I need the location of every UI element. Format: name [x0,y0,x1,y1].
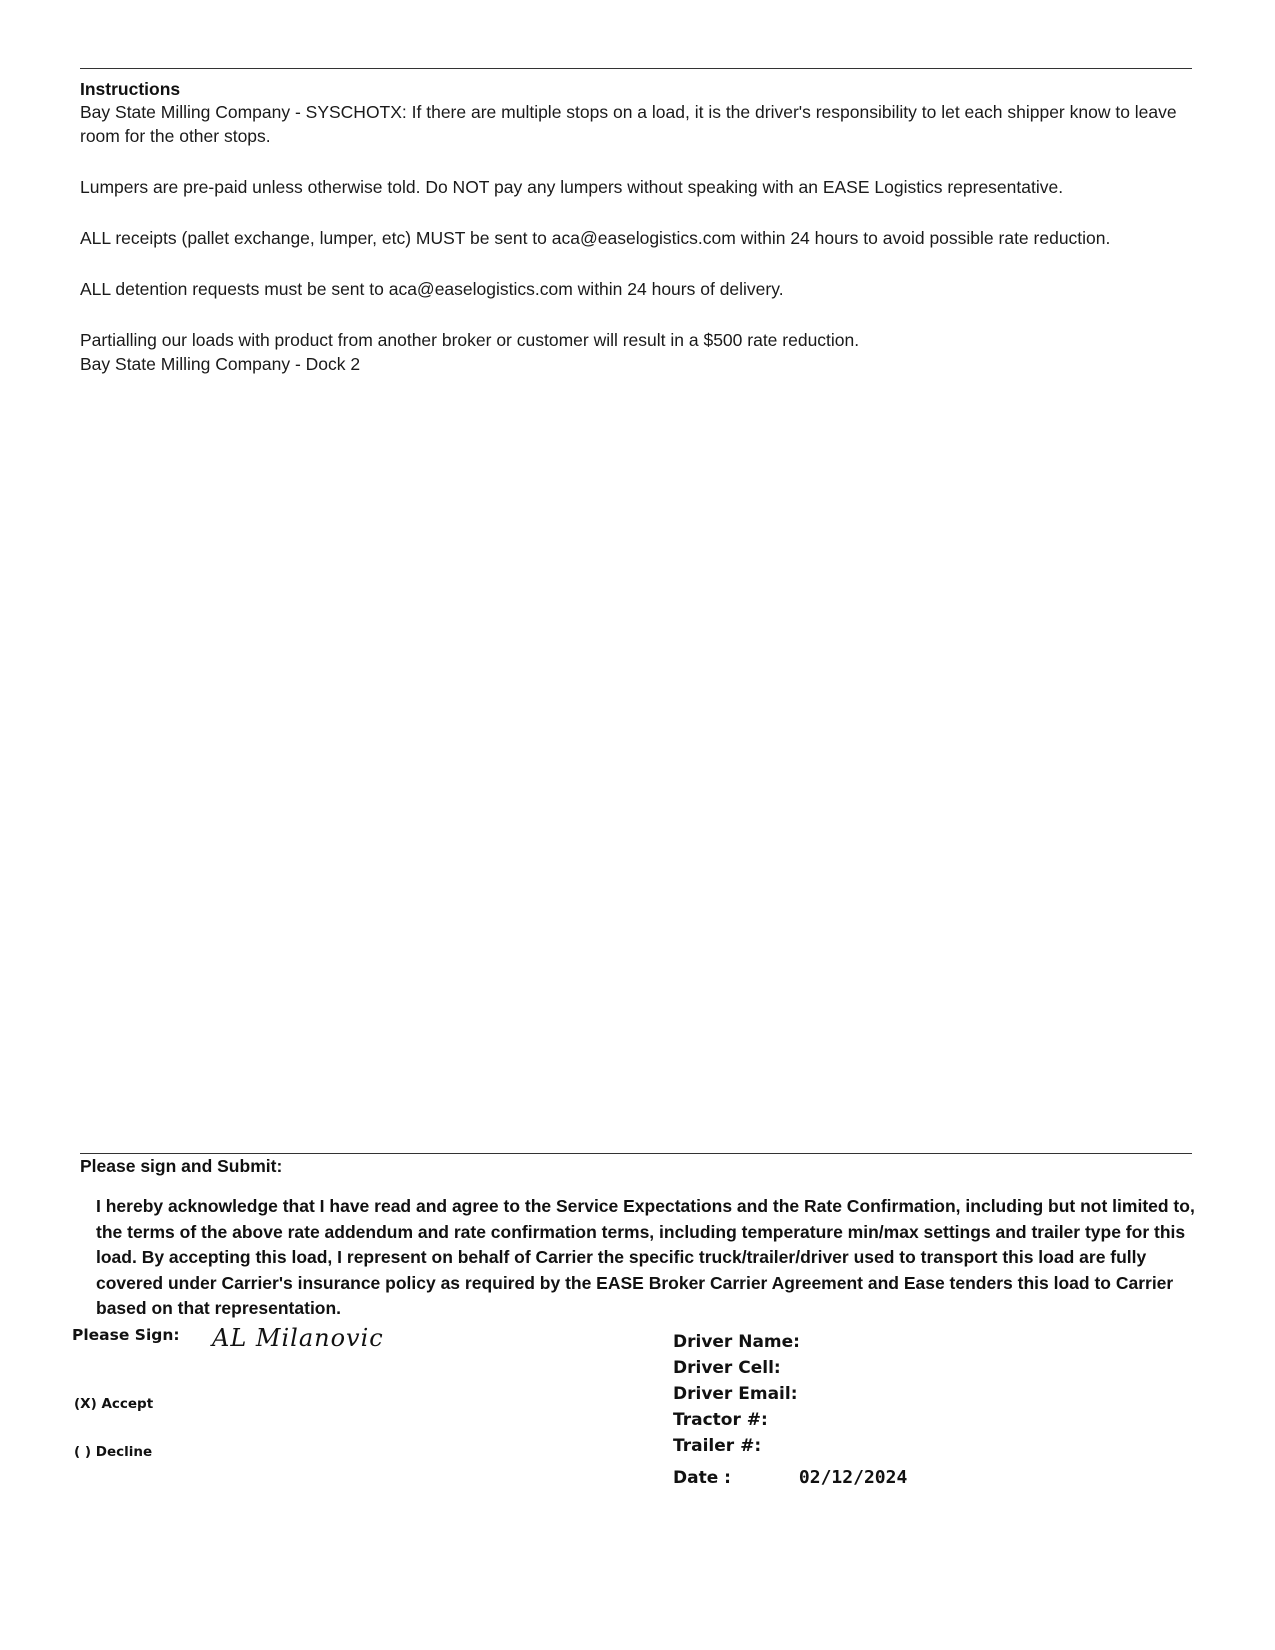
signature-block [72,1326,632,1476]
accept-option[interactable]: (X) Accept [74,1396,154,1412]
driver-cell-row [673,1355,1193,1381]
please-sign-label: Please Sign: [72,1326,180,1344]
instruction-receipts: ALL receipts (pallet exchange, lumper, etc) MUST be sent to aca@easelogistics.com within 24 hours to avoid possible rate reduction. [80,228,1111,248]
instruction-dock: Bay State Milling Company - Dock 2 [80,354,361,374]
date-row [673,1465,1193,1491]
acknowledgement-text: I hereby acknowledge that I have read and agree to the Service Expectations and the Rate Confirmation, including but not limited to, the terms of the above rate addendum and rate confirmation terms, including temperature min/max settings and trailer type for this load. By accepting this load, I represent on behalf of Carrier the specific truck/trailer/driver used to transport this load are fully covered under Carrier's insurance policy as required by the EASE Broker Carrier Agreement and Ease tenders this load to Carrier based on that representation. [96,1196,1195,1318]
instructions-heading: Instructions [80,79,181,99]
decline-option[interactable]: ( ) Decline [74,1444,153,1460]
driver-info-block [673,1329,1193,1491]
instruction-multiple-stops: Bay State Milling Company - SYSCHOTX: If there are multiple stops on a load, it is the driver's responsibility to let each shipper know to leave room for the other stops. [80,102,1177,146]
top-divider [80,68,1192,69]
submit-divider [80,1153,1192,1154]
submit-heading: Please sign and Submit: [80,1156,283,1176]
date-value[interactable]: 02/12/2024 [798,1467,908,1488]
driver-name-row [673,1329,1193,1355]
trailer-row [673,1433,1193,1459]
instructions-section [80,78,1180,376]
instruction-lumpers: Lumpers are pre-paid unless otherwise told. Do NOT pay any lumpers without speaking with an EASE Logistics representative. [80,177,1064,197]
tractor-label: Tractor #: [673,1410,768,1430]
driver-email-label: Driver Email: [673,1384,798,1404]
tractor-row [673,1407,1193,1433]
driver-name-label: Driver Name: [673,1332,800,1352]
instruction-partialling: Partialling our loads with product from another broker or customer will result in a $500 rate reduction. [80,330,860,350]
driver-cell-label: Driver Cell: [673,1358,781,1378]
date-label: Date : [673,1468,731,1488]
trailer-label: Trailer #: [673,1436,762,1456]
signature-field[interactable]: AL Milanovic [212,1324,384,1352]
instruction-detention: ALL detention requests must be sent to aca@easelogistics.com within 24 hours of delivery. [80,279,784,299]
driver-email-row [673,1381,1193,1407]
